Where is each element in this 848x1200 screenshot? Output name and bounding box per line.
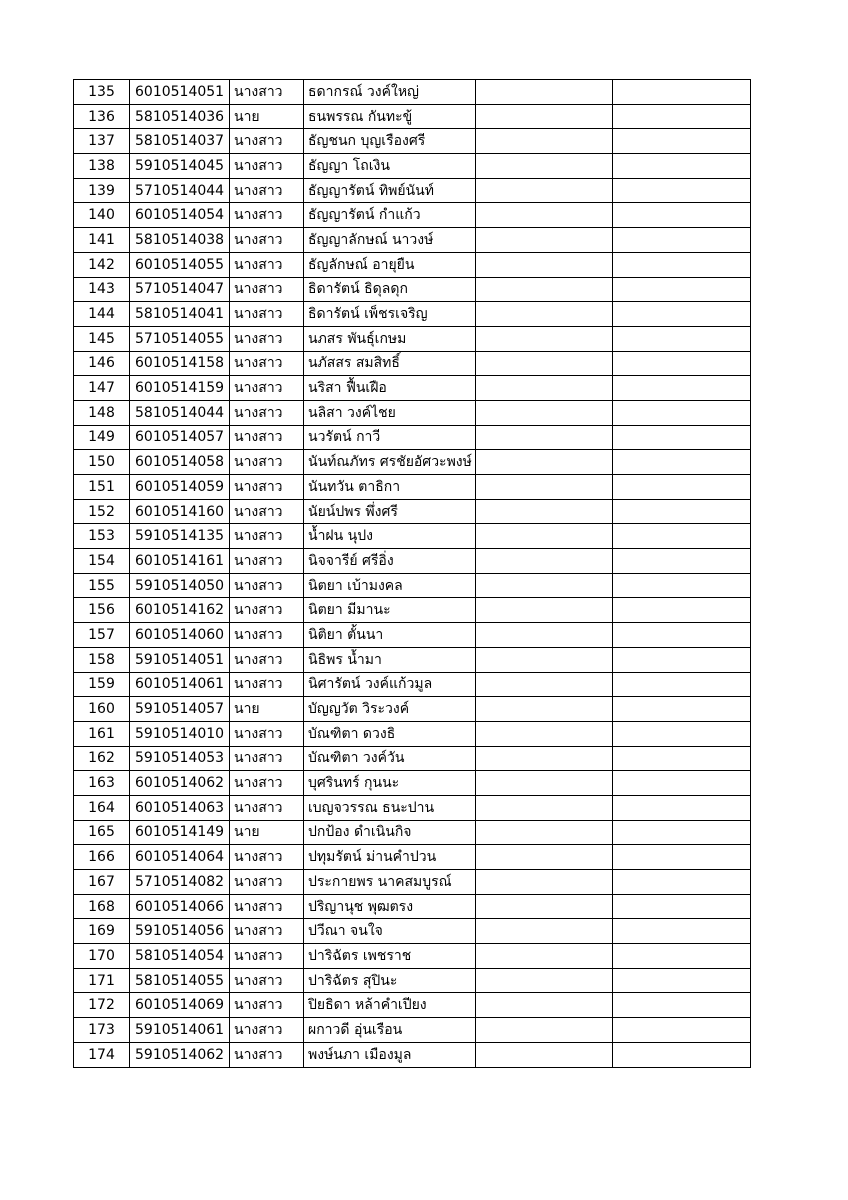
blank-column-1-cell <box>476 277 613 302</box>
name-title-cell: นางสาว <box>230 154 304 179</box>
student-name-cell: นภสร พันธุ์เกษม <box>304 326 476 351</box>
student-name-cell: ธัญญารัตน์ ทิพย์นันท์ <box>304 178 476 203</box>
student-name-cell: นันทวัน ตาธิกา <box>304 475 476 500</box>
row-number-cell: 174 <box>74 1042 130 1067</box>
row-number-cell: 147 <box>74 376 130 401</box>
name-title-cell: นางสาว <box>230 919 304 944</box>
blank-column-2-cell <box>613 870 751 895</box>
blank-column-1-cell <box>476 450 613 475</box>
blank-column-1-cell <box>476 993 613 1018</box>
blank-column-2-cell <box>613 845 751 870</box>
blank-column-2-cell <box>613 475 751 500</box>
student-name-cell: ปาริฉัตร เพชราช <box>304 944 476 969</box>
blank-column-1-cell <box>476 549 613 574</box>
row-number-cell: 153 <box>74 524 130 549</box>
table-row <box>74 326 751 351</box>
student-name-cell: นัยน์ปพร พึ่งศรี <box>304 499 476 524</box>
student-id-cell: 5710514055 <box>130 326 230 351</box>
row-number-cell: 150 <box>74 450 130 475</box>
blank-column-1-cell <box>476 178 613 203</box>
name-title-cell: นาย <box>230 820 304 845</box>
name-title-cell: นางสาว <box>230 623 304 648</box>
blank-column-2-cell <box>613 919 751 944</box>
table-row <box>74 672 751 697</box>
table-row <box>74 154 751 179</box>
student-name-cell: ปวีณา จนใจ <box>304 919 476 944</box>
student-name-cell: นวรัตน์ กาวี <box>304 425 476 450</box>
name-title-cell: นางสาว <box>230 277 304 302</box>
blank-column-2-cell <box>613 968 751 993</box>
student-id-cell: 5910514061 <box>130 1018 230 1043</box>
name-title-cell: นางสาว <box>230 178 304 203</box>
blank-column-1-cell <box>476 894 613 919</box>
student-name-cell: ปกป้อง ดำเนินกิจ <box>304 820 476 845</box>
student-name-cell: บุศรินทร์ กุนนะ <box>304 771 476 796</box>
student-id-cell: 6010514057 <box>130 425 230 450</box>
blank-column-2-cell <box>613 771 751 796</box>
row-number-cell: 172 <box>74 993 130 1018</box>
name-title-cell: นางสาว <box>230 203 304 228</box>
blank-column-1-cell <box>476 672 613 697</box>
student-id-cell: 6010514062 <box>130 771 230 796</box>
blank-column-1-cell <box>476 228 613 253</box>
blank-column-1-cell <box>476 425 613 450</box>
blank-column-1-cell <box>476 252 613 277</box>
blank-column-2-cell <box>613 721 751 746</box>
blank-column-2-cell <box>613 795 751 820</box>
blank-column-1-cell <box>476 870 613 895</box>
row-number-cell: 162 <box>74 746 130 771</box>
student-id-cell: 6010514159 <box>130 376 230 401</box>
row-number-cell: 146 <box>74 351 130 376</box>
name-title-cell: นางสาว <box>230 721 304 746</box>
table-row <box>74 425 751 450</box>
student-id-cell: 5810514036 <box>130 104 230 129</box>
table-row <box>74 746 751 771</box>
student-name-cell: บัณฑิตา ดวงธิ <box>304 721 476 746</box>
table-row <box>74 475 751 500</box>
table-row <box>74 277 751 302</box>
blank-column-2-cell <box>613 598 751 623</box>
blank-column-1-cell <box>476 771 613 796</box>
name-title-cell: นางสาว <box>230 1018 304 1043</box>
table-row <box>74 598 751 623</box>
blank-column-1-cell <box>476 376 613 401</box>
name-title-cell: นางสาว <box>230 376 304 401</box>
name-title-cell: นางสาว <box>230 795 304 820</box>
student-id-cell: 6010514060 <box>130 623 230 648</box>
blank-column-1-cell <box>476 1042 613 1067</box>
row-number-cell: 169 <box>74 919 130 944</box>
blank-column-1-cell <box>476 944 613 969</box>
table-row <box>74 129 751 154</box>
row-number-cell: 173 <box>74 1018 130 1043</box>
blank-column-1-cell <box>476 80 613 105</box>
student-name-cell: ธัญญารัตน์ กำแก้ว <box>304 203 476 228</box>
table-row <box>74 1042 751 1067</box>
blank-column-1-cell <box>476 326 613 351</box>
student-id-cell: 6010514051 <box>130 80 230 105</box>
row-number-cell: 168 <box>74 894 130 919</box>
name-title-cell: นาย <box>230 104 304 129</box>
name-title-cell: นาย <box>230 697 304 722</box>
name-title-cell: นางสาว <box>230 1042 304 1067</box>
name-title-cell: นางสาว <box>230 80 304 105</box>
table-row <box>74 795 751 820</box>
student-id-cell: 5710514082 <box>130 870 230 895</box>
blank-column-1-cell <box>476 524 613 549</box>
table-row <box>74 573 751 598</box>
blank-column-1-cell <box>476 647 613 672</box>
student-name-cell: นภัสสร สมสิทธิ์ <box>304 351 476 376</box>
table-row <box>74 845 751 870</box>
table-row <box>74 524 751 549</box>
row-number-cell: 158 <box>74 647 130 672</box>
student-id-cell: 5910514056 <box>130 919 230 944</box>
blank-column-2-cell <box>613 302 751 327</box>
blank-column-2-cell <box>613 203 751 228</box>
name-title-cell: นางสาว <box>230 499 304 524</box>
row-number-cell: 139 <box>74 178 130 203</box>
table-row <box>74 820 751 845</box>
row-number-cell: 165 <box>74 820 130 845</box>
name-title-cell: นางสาว <box>230 228 304 253</box>
table-row <box>74 104 751 129</box>
table-row <box>74 968 751 993</box>
student-id-cell: 6010514059 <box>130 475 230 500</box>
name-title-cell: นางสาว <box>230 475 304 500</box>
student-id-cell: 5810514055 <box>130 968 230 993</box>
student-id-cell: 6010514158 <box>130 351 230 376</box>
name-title-cell: นางสาว <box>230 351 304 376</box>
table-row <box>74 623 751 648</box>
row-number-cell: 136 <box>74 104 130 129</box>
blank-column-2-cell <box>613 326 751 351</box>
blank-column-1-cell <box>476 623 613 648</box>
student-name-cell: ธิดารัตน์ ธิดุลดุก <box>304 277 476 302</box>
row-number-cell: 166 <box>74 845 130 870</box>
blank-column-2-cell <box>613 400 751 425</box>
student-id-cell: 6010514055 <box>130 252 230 277</box>
table-row <box>74 302 751 327</box>
row-number-cell: 141 <box>74 228 130 253</box>
student-id-cell: 5910514045 <box>130 154 230 179</box>
table-row <box>74 80 751 105</box>
row-number-cell: 144 <box>74 302 130 327</box>
blank-column-1-cell <box>476 302 613 327</box>
student-id-cell: 6010514069 <box>130 993 230 1018</box>
blank-column-2-cell <box>613 129 751 154</box>
row-number-cell: 161 <box>74 721 130 746</box>
blank-column-2-cell <box>613 425 751 450</box>
blank-column-1-cell <box>476 129 613 154</box>
student-id-cell: 5810514054 <box>130 944 230 969</box>
student-name-cell: ธัญญา โถเงิน <box>304 154 476 179</box>
student-name-cell: นิตยา เบ้ามงคล <box>304 573 476 598</box>
table-row <box>74 178 751 203</box>
blank-column-1-cell <box>476 573 613 598</box>
blank-column-2-cell <box>613 746 751 771</box>
student-id-cell: 6010514066 <box>130 894 230 919</box>
student-id-cell: 5710514044 <box>130 178 230 203</box>
blank-column-1-cell <box>476 203 613 228</box>
row-number-cell: 135 <box>74 80 130 105</box>
student-name-cell: เบญจวรรณ ธนะปาน <box>304 795 476 820</box>
table-row <box>74 771 751 796</box>
blank-column-2-cell <box>613 993 751 1018</box>
name-title-cell: นางสาว <box>230 326 304 351</box>
student-name-cell: นิธิพร น้ำมา <box>304 647 476 672</box>
blank-column-2-cell <box>613 894 751 919</box>
row-number-cell: 142 <box>74 252 130 277</box>
table-row <box>74 721 751 746</box>
blank-column-2-cell <box>613 228 751 253</box>
student-id-cell: 5910514057 <box>130 697 230 722</box>
student-name-cell: ธดากรณ์ วงค์ใหญ่ <box>304 80 476 105</box>
student-id-cell: 5910514062 <box>130 1042 230 1067</box>
student-name-cell: นิตยา มีมานะ <box>304 598 476 623</box>
table-row <box>74 870 751 895</box>
student-name-cell: บัณฑิตา วงค์วัน <box>304 746 476 771</box>
row-number-cell: 171 <box>74 968 130 993</box>
blank-column-1-cell <box>476 400 613 425</box>
student-id-cell: 5910514010 <box>130 721 230 746</box>
blank-column-1-cell <box>476 795 613 820</box>
student-name-cell: นริสา ฟื้นเฝือ <box>304 376 476 401</box>
student-id-cell: 5910514053 <box>130 746 230 771</box>
row-number-cell: 143 <box>74 277 130 302</box>
student-name-cell: นันท์ณภัทร ศรชัยอัศวะพงษ์ <box>304 450 476 475</box>
table-row <box>74 894 751 919</box>
table-row <box>74 919 751 944</box>
student-name-cell: นิจจารีย์ ศรีอิ่ง <box>304 549 476 574</box>
student-id-cell: 5910514135 <box>130 524 230 549</box>
row-number-cell: 155 <box>74 573 130 598</box>
student-id-cell: 5810514037 <box>130 129 230 154</box>
blank-column-1-cell <box>476 845 613 870</box>
student-name-cell: ปริญานุช พุฒตรง <box>304 894 476 919</box>
name-title-cell: นางสาว <box>230 870 304 895</box>
blank-column-1-cell <box>476 919 613 944</box>
blank-column-2-cell <box>613 178 751 203</box>
table-row <box>74 1018 751 1043</box>
row-number-cell: 157 <box>74 623 130 648</box>
blank-column-1-cell <box>476 746 613 771</box>
blank-column-2-cell <box>613 672 751 697</box>
row-number-cell: 140 <box>74 203 130 228</box>
name-title-cell: นางสาว <box>230 672 304 697</box>
table-row <box>74 376 751 401</box>
student-id-cell: 5910514051 <box>130 647 230 672</box>
blank-column-2-cell <box>613 252 751 277</box>
student-name-cell: ปิยธิดา หล้าคำเปียง <box>304 993 476 1018</box>
blank-column-1-cell <box>476 598 613 623</box>
table-row <box>74 252 751 277</box>
table-row <box>74 499 751 524</box>
roster-body <box>74 80 751 1068</box>
blank-column-2-cell <box>613 524 751 549</box>
name-title-cell: นางสาว <box>230 129 304 154</box>
student-name-cell: ธัญญาลักษณ์ นาวงษ์ <box>304 228 476 253</box>
student-id-cell: 6010514160 <box>130 499 230 524</box>
blank-column-1-cell <box>476 721 613 746</box>
row-number-cell: 151 <box>74 475 130 500</box>
student-id-cell: 6010514058 <box>130 450 230 475</box>
blank-column-2-cell <box>613 104 751 129</box>
name-title-cell: นางสาว <box>230 573 304 598</box>
blank-column-1-cell <box>476 104 613 129</box>
name-title-cell: นางสาว <box>230 746 304 771</box>
table-row <box>74 647 751 672</box>
student-id-cell: 5810514041 <box>130 302 230 327</box>
student-name-cell: ปทุมรัตน์ ม่านคำปวน <box>304 845 476 870</box>
student-name-cell: พงษ์นภา เมืองมูล <box>304 1042 476 1067</box>
table-row <box>74 944 751 969</box>
row-number-cell: 152 <box>74 499 130 524</box>
table-row <box>74 450 751 475</box>
blank-column-2-cell <box>613 1042 751 1067</box>
name-title-cell: นางสาว <box>230 549 304 574</box>
student-name-cell: นิศารัตน์ วงค์แก้วมูล <box>304 672 476 697</box>
table-row <box>74 697 751 722</box>
blank-column-1-cell <box>476 697 613 722</box>
student-name-cell: นิติยา ตั้นนา <box>304 623 476 648</box>
student-name-cell: ธนพรรณ กันทะขู้ <box>304 104 476 129</box>
blank-column-2-cell <box>613 549 751 574</box>
blank-column-1-cell <box>476 968 613 993</box>
student-name-cell: ผกาวดี อุ่นเรือน <box>304 1018 476 1043</box>
name-title-cell: นางสาว <box>230 894 304 919</box>
table-row <box>74 228 751 253</box>
blank-column-2-cell <box>613 154 751 179</box>
blank-column-1-cell <box>476 154 613 179</box>
row-number-cell: 138 <box>74 154 130 179</box>
blank-column-1-cell <box>476 475 613 500</box>
blank-column-2-cell <box>613 623 751 648</box>
student-id-cell: 6010514054 <box>130 203 230 228</box>
student-id-cell: 6010514063 <box>130 795 230 820</box>
table-row <box>74 400 751 425</box>
table-row <box>74 203 751 228</box>
student-name-cell: ปาริฉัตร สุปินะ <box>304 968 476 993</box>
name-title-cell: นางสาว <box>230 993 304 1018</box>
name-title-cell: นางสาว <box>230 647 304 672</box>
blank-column-2-cell <box>613 573 751 598</box>
student-name-cell: นลิสา วงค์ไชย <box>304 400 476 425</box>
student-name-cell: บัญญวัต วิระวงค์ <box>304 697 476 722</box>
name-title-cell: นางสาว <box>230 252 304 277</box>
row-number-cell: 170 <box>74 944 130 969</box>
name-title-cell: นางสาว <box>230 771 304 796</box>
student-id-cell: 6010514161 <box>130 549 230 574</box>
name-title-cell: นางสาว <box>230 450 304 475</box>
table-row <box>74 549 751 574</box>
row-number-cell: 163 <box>74 771 130 796</box>
blank-column-2-cell <box>613 499 751 524</box>
blank-column-2-cell <box>613 376 751 401</box>
table-row <box>74 993 751 1018</box>
name-title-cell: นางสาว <box>230 302 304 327</box>
student-name-cell: ประกายพร นาคสมบูรณ์ <box>304 870 476 895</box>
student-id-cell: 5710514047 <box>130 277 230 302</box>
blank-column-1-cell <box>476 499 613 524</box>
student-name-cell: ธัญลักษณ์ อายุยืน <box>304 252 476 277</box>
blank-column-1-cell <box>476 820 613 845</box>
row-number-cell: 156 <box>74 598 130 623</box>
name-title-cell: นางสาว <box>230 845 304 870</box>
blank-column-2-cell <box>613 80 751 105</box>
student-id-cell: 6010514162 <box>130 598 230 623</box>
student-id-cell: 5810514044 <box>130 400 230 425</box>
row-number-cell: 160 <box>74 697 130 722</box>
blank-column-2-cell <box>613 697 751 722</box>
row-number-cell: 149 <box>74 425 130 450</box>
student-id-cell: 6010514064 <box>130 845 230 870</box>
row-number-cell: 167 <box>74 870 130 895</box>
blank-column-2-cell <box>613 944 751 969</box>
row-number-cell: 154 <box>74 549 130 574</box>
row-number-cell: 145 <box>74 326 130 351</box>
student-name-cell: น้ำฝน นุปง <box>304 524 476 549</box>
student-roster-table <box>73 79 751 1068</box>
name-title-cell: นางสาว <box>230 400 304 425</box>
blank-column-2-cell <box>613 1018 751 1043</box>
blank-column-2-cell <box>613 647 751 672</box>
student-name-cell: ธัญชนก บุญเรืองศรี <box>304 129 476 154</box>
blank-column-2-cell <box>613 351 751 376</box>
blank-column-1-cell <box>476 1018 613 1043</box>
table-row <box>74 351 751 376</box>
name-title-cell: นางสาว <box>230 944 304 969</box>
row-number-cell: 137 <box>74 129 130 154</box>
blank-column-2-cell <box>613 820 751 845</box>
name-title-cell: นางสาว <box>230 968 304 993</box>
student-id-cell: 5910514050 <box>130 573 230 598</box>
blank-column-1-cell <box>476 351 613 376</box>
student-id-cell: 5810514038 <box>130 228 230 253</box>
name-title-cell: นางสาว <box>230 425 304 450</box>
name-title-cell: นางสาว <box>230 598 304 623</box>
blank-column-2-cell <box>613 277 751 302</box>
blank-column-2-cell <box>613 450 751 475</box>
row-number-cell: 164 <box>74 795 130 820</box>
student-id-cell: 6010514149 <box>130 820 230 845</box>
row-number-cell: 148 <box>74 400 130 425</box>
row-number-cell: 159 <box>74 672 130 697</box>
student-name-cell: ธิดารัตน์ เพ็ชรเจริญ <box>304 302 476 327</box>
student-id-cell: 6010514061 <box>130 672 230 697</box>
name-title-cell: นางสาว <box>230 524 304 549</box>
